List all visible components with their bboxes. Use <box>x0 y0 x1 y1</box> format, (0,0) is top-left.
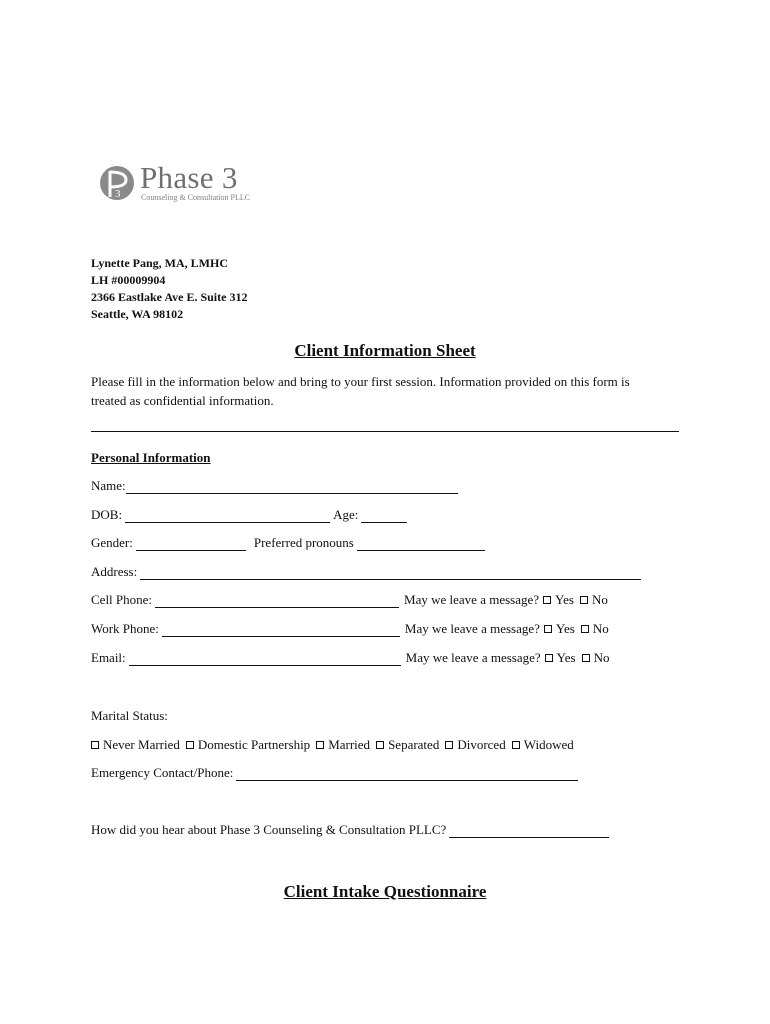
email-label: Email: <box>91 650 126 665</box>
cell-phone-label: Cell Phone: <box>91 592 153 607</box>
email-yes-checkbox[interactable] <box>545 654 553 662</box>
dob-label: DOB: <box>91 507 123 522</box>
work-phone-label: Work Phone: <box>91 621 159 636</box>
divider <box>91 431 679 432</box>
work-no-checkbox[interactable] <box>581 625 589 633</box>
married-checkbox[interactable] <box>316 741 324 749</box>
work-phone-field[interactable] <box>162 624 400 637</box>
gender-label: Gender: <box>91 535 133 550</box>
age-label: Age: <box>333 507 359 522</box>
pronouns-field[interactable] <box>357 538 485 551</box>
name-label: Name: <box>91 478 126 493</box>
never-married-label: Never Married <box>103 737 180 752</box>
emergency-field[interactable] <box>236 768 578 781</box>
provider-license: LH #00009904 <box>91 273 166 287</box>
never-married-checkbox[interactable] <box>91 741 99 749</box>
referral-row <box>91 822 612 838</box>
widowed-label: Widowed <box>523 737 574 752</box>
cell-yes-label: Yes <box>555 592 574 607</box>
cell-message-question: May we leave a message? <box>404 592 540 607</box>
domestic-partnership-checkbox[interactable] <box>186 741 194 749</box>
address-row <box>91 564 644 580</box>
intro-line-2: treated as confidential information. <box>91 393 274 408</box>
work-yes-label: Yes <box>555 621 575 636</box>
section-personal-information: Personal Information <box>91 450 211 465</box>
emergency-label: Emergency Contact/Phone: <box>91 765 234 780</box>
address-label: Address: <box>91 564 138 579</box>
dob-row <box>91 507 410 523</box>
marital-label: Marital Status: <box>91 708 168 723</box>
email-no-checkbox[interactable] <box>582 654 590 662</box>
logo <box>98 160 268 206</box>
age-field[interactable] <box>361 510 407 523</box>
form-title: Client Information Sheet <box>294 341 476 360</box>
name-field[interactable] <box>126 481 458 494</box>
separated-checkbox[interactable] <box>376 741 384 749</box>
email-message-question: May we leave a message? <box>405 650 541 665</box>
email-yes-label: Yes <box>556 650 576 665</box>
work-no-label: No <box>592 621 609 636</box>
emergency-row <box>91 765 581 781</box>
logo-title: Phase 3 <box>140 160 238 195</box>
cell-phone-field[interactable] <box>155 595 399 608</box>
gender-field[interactable] <box>136 538 246 551</box>
cell-phone-row <box>91 592 614 608</box>
marital-options <box>91 737 580 753</box>
referral-label: How did you hear about Phase 3 Counseling & Consultation PLLC? <box>91 822 447 837</box>
phase3-logo-icon <box>98 164 136 202</box>
provider-street: 2366 Eastlake Ave E. Suite 312 <box>91 290 248 304</box>
provider-name: Lynette Pang, MA, LMHC <box>91 256 228 270</box>
divorced-checkbox[interactable] <box>445 741 453 749</box>
cell-no-checkbox[interactable] <box>580 596 588 604</box>
intro-line-1: Please fill in the information below and bring to your first session. Information provided on this form is <box>91 374 630 389</box>
work-yes-checkbox[interactable] <box>544 625 552 633</box>
address-field[interactable] <box>140 567 641 580</box>
work-phone-row <box>91 621 615 637</box>
cell-yes-checkbox[interactable] <box>543 596 551 604</box>
svg-text:3: 3 <box>115 188 121 200</box>
pronouns-label: Preferred pronouns <box>253 535 354 550</box>
work-message-question: May we leave a message? <box>404 621 540 636</box>
separated-label: Separated <box>388 737 440 752</box>
married-label: Married <box>328 737 371 752</box>
cell-no-label: No <box>591 592 608 607</box>
email-row <box>91 650 615 666</box>
email-field[interactable] <box>129 653 401 666</box>
divorced-label: Divorced <box>457 737 506 752</box>
name-row <box>91 478 461 494</box>
dob-field[interactable] <box>125 510 330 523</box>
questionnaire-title: Client Intake Questionnaire <box>283 882 487 901</box>
widowed-checkbox[interactable] <box>512 741 520 749</box>
logo-subtitle: Counseling & Consultation PLLC <box>141 193 251 202</box>
gender-row <box>91 535 488 551</box>
domestic-partnership-label: Domestic Partnership <box>197 737 311 752</box>
referral-field[interactable] <box>449 825 609 838</box>
provider-city: Seattle, WA 98102 <box>91 307 184 321</box>
email-no-label: No <box>593 650 610 665</box>
